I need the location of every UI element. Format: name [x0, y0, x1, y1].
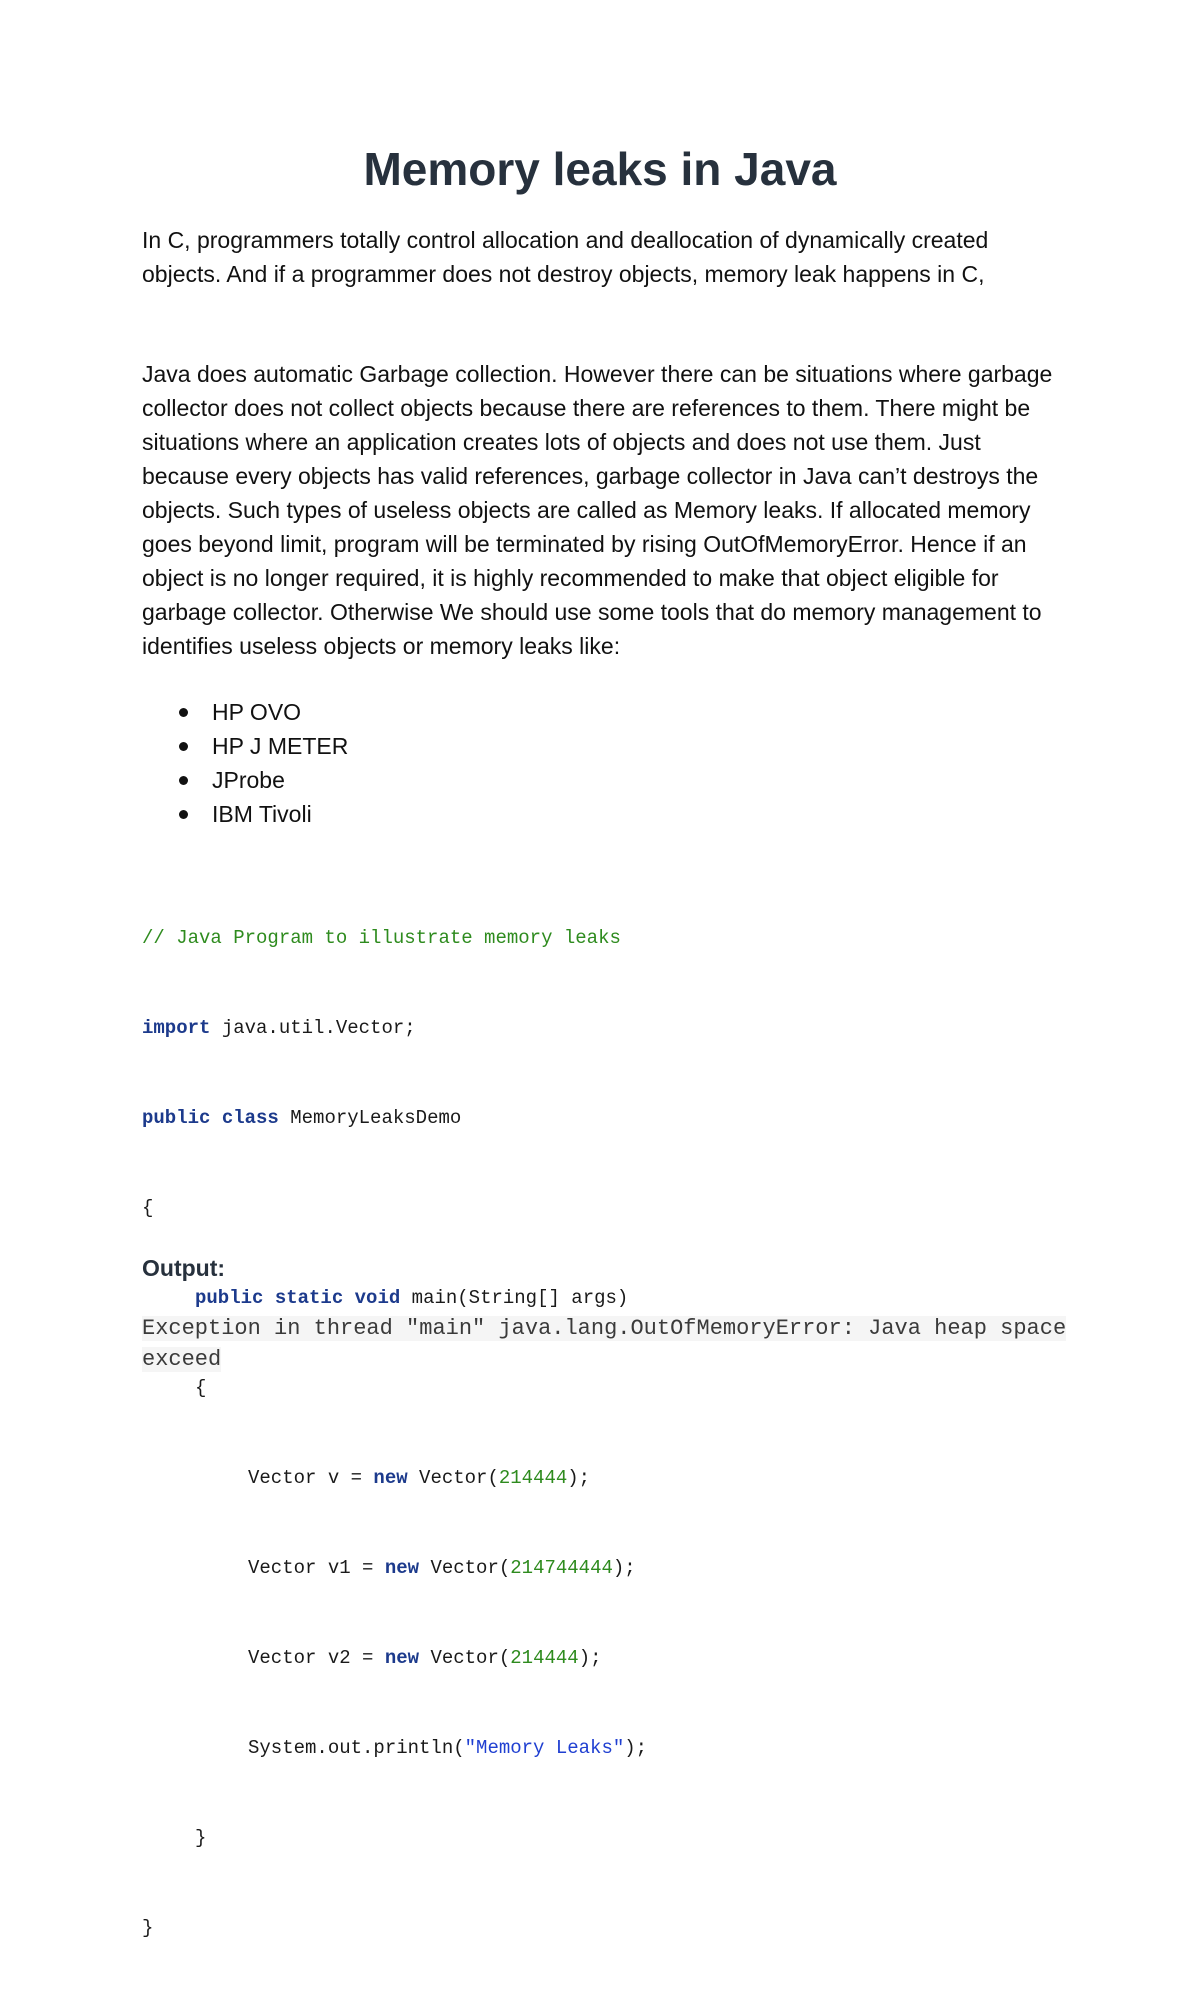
vector-ctor: Vector( — [407, 1467, 499, 1489]
code-line-inner-open — [142, 1373, 647, 1403]
code-line-close-brace — [142, 1913, 647, 1943]
keyword-public: public — [142, 1107, 211, 1129]
println-prefix: System.out.println( — [248, 1737, 465, 1759]
output-text-block — [142, 1313, 1072, 1375]
main-signature: main(String[] args) — [400, 1287, 629, 1309]
list-item — [142, 797, 348, 831]
keyword-class: class — [221, 1107, 279, 1129]
code-comment: // Java Program to illustrate memory leaks — [142, 927, 621, 949]
intro-paragraph: In C, programmers totally control allocation and deallocation of dynamically created objects. And if a programmer does not destroy objects, memory leak happens in C, — [142, 227, 989, 287]
keyword-static: static — [274, 1287, 344, 1309]
list-item — [142, 763, 348, 797]
number-literal: 214444 — [510, 1647, 579, 1669]
vector-v1-decl: Vector v1 = — [248, 1557, 385, 1579]
bullet-icon — [179, 742, 188, 751]
list-item — [142, 729, 348, 763]
vector-ctor: Vector( — [419, 1557, 511, 1579]
bullet-icon — [179, 708, 188, 717]
close-paren: ); — [578, 1647, 602, 1669]
code-line-open-brace — [142, 1193, 647, 1223]
keyword-void: void — [354, 1287, 401, 1309]
code-line-vector-v — [142, 1463, 647, 1493]
close-brace: } — [142, 1917, 154, 1939]
output-text: Exception in thread "main" java.lang.OutOfMemoryError: Java heap space exceed — [142, 1316, 1067, 1372]
keyword-import: import — [142, 1017, 211, 1039]
keyword-new: new — [384, 1647, 420, 1669]
number-literal: 214744444 — [510, 1557, 613, 1579]
code-block — [142, 863, 647, 2003]
tool-label: HP OVO — [212, 699, 302, 725]
code-line-vector-v2 — [142, 1643, 647, 1673]
tool-label: JProbe — [212, 767, 285, 793]
open-brace: { — [142, 1197, 154, 1219]
code-line-class — [142, 1103, 647, 1133]
println-suffix: ); — [624, 1737, 648, 1759]
vector-v2-decl: Vector v2 = — [248, 1647, 385, 1669]
class-name: MemoryLeaksDemo — [278, 1107, 462, 1129]
garbage-collection-paragraph: Java does automatic Garbage collection. However there can be situations where garbage collector does not collect objects because there are references to them. There might be situations where an application creates lots of objects and does not use them. Just because every objects has valid references, garbage collector in Java can’t destroys the objects. Such types of useless objects are called as Memory leaks. If allocated memory goes beyond limit, program will be terminated by rising OutOfMemoryError. Hence if an object is no longer required, it is highly recommended to make that object eligible for garbage collector. Otherwise We should use some tools that do memory management to identifies useless objects or memory leaks like: — [142, 361, 1053, 659]
close-paren: ); — [567, 1467, 591, 1489]
tool-label: IBM Tivoli — [212, 801, 312, 827]
list-item — [142, 695, 348, 729]
keyword-public: public — [195, 1287, 264, 1309]
vector-v-decl: Vector v = — [248, 1467, 374, 1489]
keyword-new: new — [384, 1557, 420, 1579]
close-paren: ); — [612, 1557, 636, 1579]
tools-list — [142, 695, 348, 831]
inner-close-brace: } — [195, 1827, 207, 1849]
code-line-println — [142, 1733, 647, 1763]
code-line-vector-v1 — [142, 1553, 647, 1583]
inner-open-brace: { — [195, 1377, 207, 1399]
code-line-comment — [142, 923, 647, 953]
bullet-icon — [179, 776, 188, 785]
tool-label: HP J METER — [212, 733, 349, 759]
code-line-main — [142, 1283, 647, 1313]
import-path: java.util.Vector; — [210, 1017, 416, 1039]
output-heading: Output: — [142, 1255, 226, 1281]
keyword-new: new — [373, 1467, 408, 1489]
string-literal: "Memory Leaks" — [464, 1737, 625, 1759]
code-line-import — [142, 1013, 647, 1043]
vector-ctor: Vector( — [419, 1647, 511, 1669]
number-literal: 214444 — [498, 1467, 568, 1489]
bullet-icon — [179, 810, 188, 819]
code-line-inner-close — [142, 1823, 647, 1853]
page-title: Memory leaks in Java — [363, 143, 837, 195]
